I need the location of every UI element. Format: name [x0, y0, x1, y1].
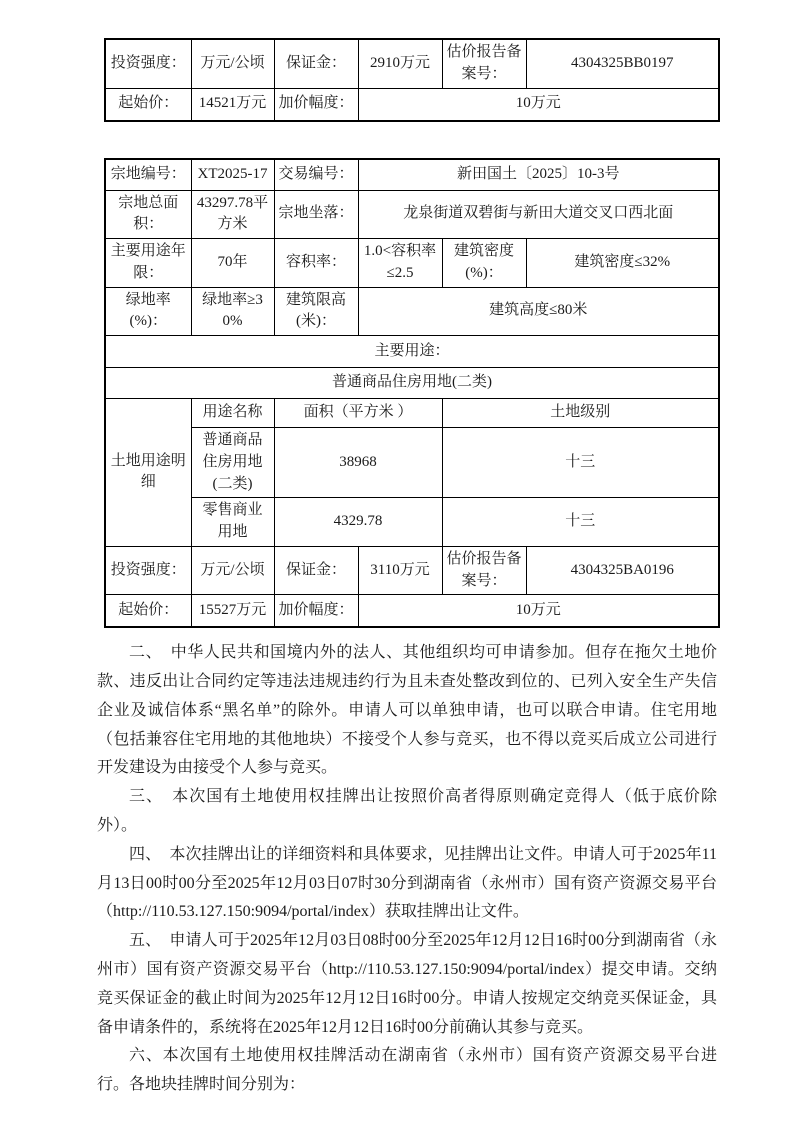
deposit-label: 保证金：	[274, 39, 358, 88]
height-limit-value: 建筑高度≤80米	[358, 287, 719, 336]
detail-row-use-name: 普通商品住房用地(二类)	[191, 428, 274, 498]
main-use-years-value: 70年	[191, 239, 274, 288]
investment-intensity-unit: 万元/公顷	[191, 39, 274, 88]
start-price-label: 起始价：	[105, 88, 191, 121]
start-price-label: 起始价：	[105, 595, 191, 628]
valuation-report-label: 估价报告备案号：	[442, 39, 526, 88]
trade-no-label: 交易编号：	[274, 159, 358, 191]
building-density-value: 建筑密度≤32%	[526, 239, 719, 288]
location-label: 宗地坐落：	[274, 190, 358, 239]
total-area-label: 宗地总面积：	[105, 190, 191, 239]
plot-ratio-value: 1.0<容积率≤2.5	[358, 239, 442, 288]
paragraph-item-5: 五、 申请人可于2025年12月03日08时00分至2025年12月12日16时00分到湖南省（永州市）国有资产资源交易平台（http://110.53.127.150:9094/portal/index）提交申请。交纳竞买保证金的截止时间为2025年12月12日16时00分。申请人按规定交纳竞买保证金，具备申请条件的，系统将在2025年12月12日16时00分前确认其参与竞买。	[97, 932, 717, 1036]
trade-no-value: 新田国土〔2025〕10-3号	[358, 159, 719, 191]
table-row	[105, 399, 719, 428]
table-row	[105, 159, 719, 191]
detail-header-use-name: 用途名称	[191, 399, 274, 428]
table-row	[105, 336, 719, 368]
parcel-table	[104, 158, 720, 629]
increment-label: 加价幅度：	[274, 88, 358, 121]
investment-intensity-label: 投资强度：	[105, 546, 191, 595]
valuation-report-no: 4304325BA0196	[526, 546, 719, 595]
table-row	[105, 88, 719, 121]
land-use-detail-label: 土地用途明细	[105, 399, 191, 547]
height-limit-label: 建筑限高(米)：	[274, 287, 358, 336]
paragraph-item-4: 四、 本次挂牌出让的详细资料和具体要求，见挂牌出让文件。申请人可于2025年11月13日00时00分至2025年12月03日07时30分到湖南省（永州市）国有资产资源交易平台（http://110.53.127.150:9094/portal/index）获取挂牌出让文件。	[97, 845, 717, 921]
deposit-value: 3110万元	[358, 546, 442, 595]
table-row	[105, 428, 719, 498]
valuation-report-label: 估价报告备案号：	[442, 546, 526, 595]
paragraph-item-2: 二、 中华人民共和国境内外的法人、其他组织均可申请参加。但存在拖欠土地价款、违反出让合同约定等违法违规违约行为且未查处整改到位的、已列入安全生产失信企业及诚信体系“黑名单”的除外。申请人可以单独申请，也可以联合申请。住宅用地（包括兼容住宅用地的其他地块）不接受个人参与竞买，也不得以竞买后成立公司进行开发建设为由接受个人参与竞买。	[97, 644, 717, 777]
table-row	[105, 190, 719, 239]
detail-row-use-name: 零售商业用地	[191, 498, 274, 547]
start-price-value: 15527万元	[191, 595, 274, 628]
paragraph-item-3: 三、 本次国有土地使用权挂牌出让按照价高者得原则确定竞得人（低于底价除外）。	[97, 788, 717, 835]
building-density-label: 建筑密度(%)：	[442, 239, 526, 288]
deposit-value: 2910万元	[358, 39, 442, 88]
total-area-value: 43297.78平方米	[191, 190, 274, 239]
green-rate-label: 绿地率(%)：	[105, 287, 191, 336]
paragraph-item-6: 六、本次国有土地使用权挂牌活动在湖南省（永州市）国有资产资源交易平台进行。各地块挂牌时间分别为：	[97, 1047, 717, 1094]
investment-intensity-unit: 万元/公顷	[191, 546, 274, 595]
main-use-label: 主要用途：	[105, 336, 719, 368]
upper-parcel-table	[104, 38, 720, 122]
parcel-no-label: 宗地编号：	[105, 159, 191, 191]
detail-header-area: 面积（平方米 ）	[274, 399, 442, 428]
deposit-label: 保证金：	[274, 546, 358, 595]
announcement-paragraphs	[97, 639, 717, 1100]
document-content	[97, 0, 719, 1100]
plot-ratio-label: 容积率：	[274, 239, 358, 288]
table-row	[105, 39, 719, 88]
location-value: 龙泉街道双碧街与新田大道交叉口西北面	[358, 190, 719, 239]
increment-value: 10万元	[358, 88, 719, 121]
green-rate-value: 绿地率≥30%	[191, 287, 274, 336]
table-row	[105, 546, 719, 595]
parcel-no-value: XT2025-17	[191, 159, 274, 191]
increment-value: 10万元	[358, 595, 719, 628]
detail-row-land-grade: 十三	[442, 498, 719, 547]
table-row	[105, 368, 719, 399]
table-row	[105, 287, 719, 336]
table-row	[105, 239, 719, 288]
table-row	[105, 595, 719, 628]
valuation-report-no: 4304325BB0197	[526, 39, 719, 88]
detail-row-land-grade: 十三	[442, 428, 719, 498]
main-use-value: 普通商品住房用地(二类)	[105, 368, 719, 399]
detail-row-area: 4329.78	[274, 498, 442, 547]
table-row	[105, 498, 719, 547]
investment-intensity-label: 投资强度：	[105, 39, 191, 88]
detail-row-area: 38968	[274, 428, 442, 498]
increment-label: 加价幅度：	[274, 595, 358, 628]
main-use-years-label: 主要用途年限：	[105, 239, 191, 288]
detail-header-land-grade: 土地级别	[442, 399, 719, 428]
start-price-value: 14521万元	[191, 88, 274, 121]
